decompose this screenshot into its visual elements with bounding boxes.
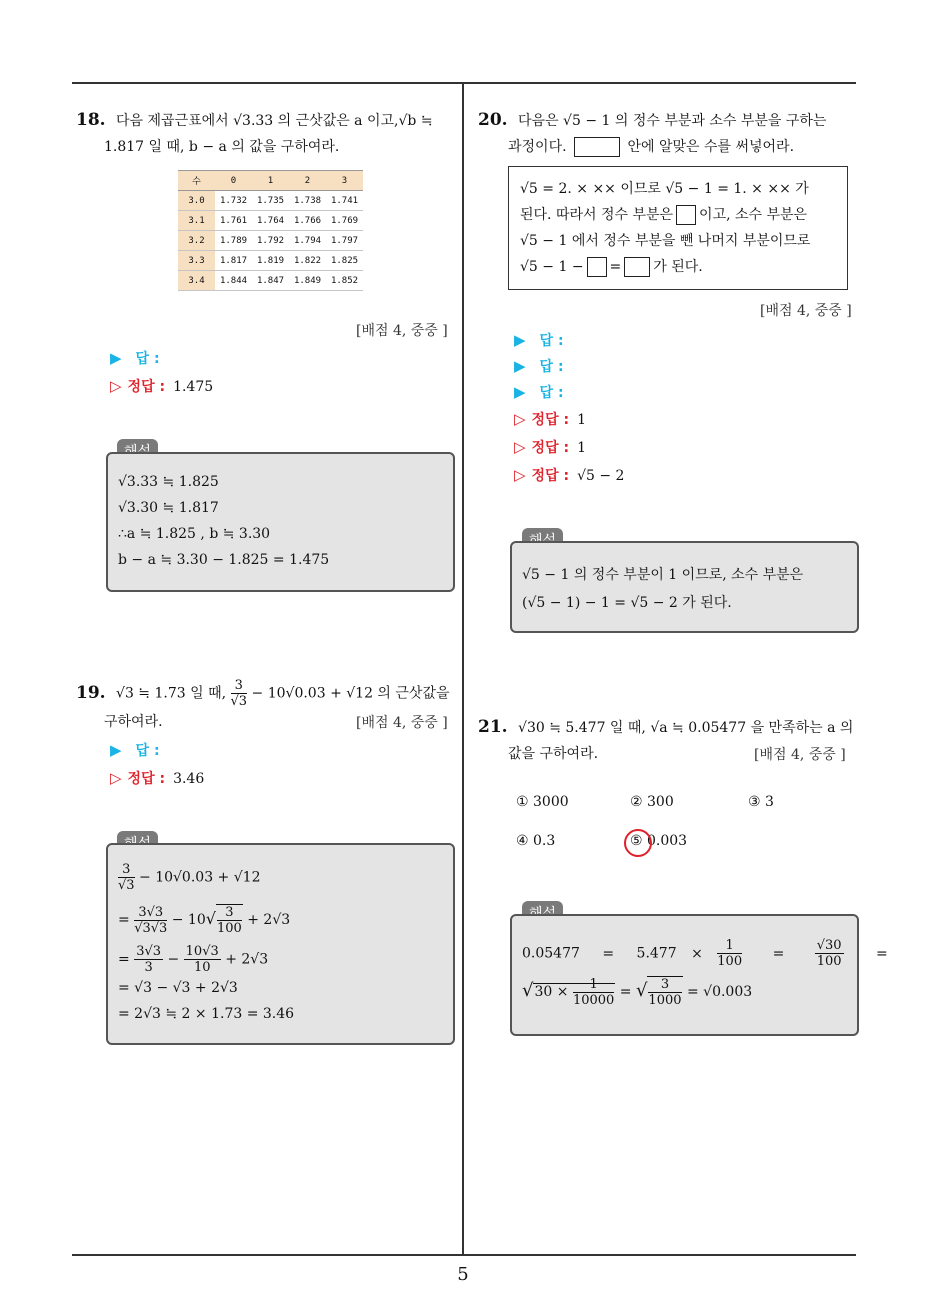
question-text-line1: 다음은 √5 − 1 의 정수 부분과 소수 부분을 구하는 (518, 113, 827, 129)
table-header-cell: 수 (178, 171, 215, 191)
solution-box (510, 914, 859, 1036)
fraction-numerator: 1 (573, 977, 614, 993)
table-cell: 1.797 (326, 231, 363, 251)
table-cell: 3.3 (178, 251, 215, 271)
points-label: [배점 4, 중중 ] (356, 323, 448, 339)
question-text-line1: √30 ≒ 5.477 일 때, √a ≒ 0.05477 을 만족하는 a 의 (518, 720, 854, 736)
table-cell: 3.4 (178, 271, 215, 291)
answer-row (514, 330, 564, 350)
fraction-denominator: 100 (816, 954, 842, 969)
question-number: 20. (478, 110, 508, 130)
solution-box (106, 452, 455, 592)
table-cell: 3.1 (178, 211, 215, 231)
fraction-numerator: 3√3 (134, 905, 167, 921)
correct-answer-row (514, 409, 586, 429)
table-cell: 1.741 (326, 191, 363, 211)
fraction-numerator: 3 (648, 977, 681, 993)
fraction-numerator: 3 (217, 905, 242, 921)
solution-line: = 2√3 ≒ 2 × 1.73 = 3.46 (118, 1006, 295, 1022)
question-text-a: √3 ≒ 1.73 일 때, (116, 685, 227, 702)
table-header-cell: 2 (289, 171, 326, 191)
equals-sign: = (602, 945, 615, 962)
table-cell: 1.735 (252, 191, 289, 211)
solution-line: b − a ≒ 3.30 − 1.825 = 1.475 (118, 552, 330, 568)
fraction-denominator: √3 (118, 878, 135, 893)
correct-value: √5 − 2 (577, 468, 625, 484)
bottom-rule (72, 1254, 856, 1256)
solution-text: − 10 (171, 912, 206, 928)
equals-sign: = (118, 951, 130, 968)
page-number: 5 (457, 1264, 469, 1285)
box-line (520, 204, 807, 225)
correct-label: 정답 : (127, 379, 166, 395)
points-label: [배점 4, 중중 ] (356, 715, 448, 731)
table-row (178, 251, 363, 271)
solution-box (510, 541, 859, 633)
table-cell: 1.847 (252, 271, 289, 291)
blank-box-icon (624, 257, 650, 277)
solution-line: (√5 − 1) − 1 = √5 − 2 가 된다. (522, 595, 732, 611)
box-text: 이고, 소수 부분은 (699, 207, 808, 223)
question-text: 안에 알맞은 수를 써넣어라. (627, 139, 795, 155)
fraction-denominator: 1000 (648, 993, 682, 1008)
question-18-line2: 1.817 일 때, b − a 의 값을 구하여라. (104, 139, 340, 155)
correct-triangle-icon: ▷ (110, 769, 122, 787)
answer-triangle-icon: ▶ (514, 357, 526, 375)
points-label: [배점 4, 중중 ] (754, 747, 846, 763)
box-text: 가 된다. (653, 259, 703, 275)
table-cell: 1.766 (289, 211, 326, 231)
table-cell: 1.761 (215, 211, 252, 231)
choice-3[interactable]: ③ 3 (748, 794, 774, 810)
correct-label: 정답 : (127, 771, 166, 787)
correct-label: 정답 : (531, 468, 570, 484)
solution-text: + 2√3 (225, 951, 269, 968)
answer-row (110, 740, 160, 760)
table-cell: 1.769 (326, 211, 363, 231)
correct-value: 3.46 (173, 771, 205, 787)
table-cell: 1.844 (215, 271, 252, 291)
question-text: 과정이다. (508, 139, 567, 155)
question-19-line2: 구하여라. (104, 714, 163, 730)
choice-5[interactable]: ⑤ 0.003 (630, 833, 688, 849)
solution-text: − 10√0.03 + √12 (139, 869, 261, 886)
fraction-numerator: 3√3 (136, 944, 162, 959)
correct-label: 정답 : (531, 440, 570, 456)
column-divider (462, 83, 464, 1255)
correct-triangle-icon: ▷ (514, 438, 526, 456)
question-number: 19. (76, 682, 106, 703)
fraction-denominator: 100 (216, 921, 242, 936)
correct-triangle-icon: ▷ (110, 377, 122, 395)
table-cell: 1.852 (326, 271, 363, 291)
points-label: [배점 4, 중중 ] (760, 303, 852, 319)
box-text: √5 − 1 − (520, 259, 584, 275)
correct-answer-row (514, 437, 586, 457)
question-21-line2: 값을 구하여라. (508, 746, 599, 762)
correct-answer-row (514, 465, 624, 485)
question-18 (76, 106, 433, 135)
solution-line: √3.33 ≒ 1.825 (118, 474, 219, 490)
question-text-b: − 10√0.03 + √12 의 근삿값을 (251, 685, 450, 702)
answer-row (110, 348, 160, 368)
table-cell: 3.0 (178, 191, 215, 211)
solution-line: √3.30 ≒ 1.817 (118, 500, 219, 516)
question-number: 18. (76, 110, 106, 130)
correct-answer-row (110, 376, 213, 396)
question-21 (478, 713, 853, 742)
solution-line (118, 944, 268, 975)
blank-box-icon (676, 205, 696, 225)
equals-sign: = (118, 912, 130, 928)
fraction-denominator: 10000 (572, 992, 615, 1008)
solution-text: 0.05477 (522, 945, 580, 962)
table-cell: 1.792 (252, 231, 289, 251)
answer-triangle-icon: ▶ (110, 741, 122, 759)
fraction-denominator: 100 (717, 954, 743, 969)
fraction-denominator: √3√3 (134, 920, 168, 936)
fraction-numerator: 3 (118, 862, 135, 878)
table-row (178, 231, 363, 251)
square-root-table (178, 170, 363, 291)
question-20 (478, 106, 826, 135)
table-row (178, 191, 363, 211)
table-cell: 1.822 (289, 251, 326, 271)
equals-sign: = (772, 945, 785, 962)
question-19 (76, 678, 450, 709)
table-cell: 1.849 (289, 271, 326, 291)
solution-text: − (167, 951, 180, 968)
table-cell: 1.794 (289, 231, 326, 251)
answer-label: 답 : (539, 359, 564, 375)
table-cell: 1.764 (252, 211, 289, 231)
answer-triangle-icon: ▶ (110, 349, 122, 367)
table-row (178, 271, 363, 291)
table-row (178, 211, 363, 231)
box-text: 된다. 따라서 정수 부분은 (520, 207, 674, 223)
table-header-cell: 1 (252, 171, 289, 191)
selected-circle-icon (624, 829, 652, 857)
table-cell: 3.2 (178, 231, 215, 251)
table-header-cell: 3 (326, 171, 363, 191)
answer-label: 답 : (539, 385, 564, 401)
blank-box-icon (587, 257, 607, 277)
fraction-denominator: √3 (230, 694, 248, 709)
answer-triangle-icon: ▶ (514, 383, 526, 401)
question-number: 21. (478, 717, 508, 737)
answer-row (514, 356, 564, 376)
table-cell: 1.789 (215, 231, 252, 251)
solution-line: √5 − 1 의 정수 부분이 1 이므로, 소수 부분은 (522, 567, 804, 583)
table-cell: 1.819 (252, 251, 289, 271)
correct-label: 정답 : (531, 412, 570, 428)
solution-text: + 2√3 (247, 912, 291, 928)
solution-line (522, 938, 888, 969)
blank-box-icon (574, 137, 620, 157)
fraction-numerator: 3 (231, 678, 248, 694)
solution-line: ∴a ≒ 1.825 , b ≒ 3.30 (118, 526, 271, 542)
fraction-denominator: 10 (193, 960, 211, 975)
table-cell: 1.817 (215, 251, 252, 271)
answer-label: 답 : (135, 743, 160, 759)
correct-triangle-icon: ▷ (514, 466, 526, 484)
answer-row (514, 382, 564, 402)
correct-value: 1.475 (173, 379, 214, 395)
box-line: √5 − 1 에서 정수 부분을 뺀 나머지 부분이므로 (520, 233, 811, 249)
solution-text: 5.477 (636, 945, 677, 962)
table-cell: 1.738 (289, 191, 326, 211)
question-20-line2 (508, 133, 794, 161)
solution-text: = √0.003 (686, 984, 753, 1000)
solution-line (118, 862, 260, 893)
table-header-row (178, 171, 363, 191)
table-cell: 1.732 (215, 191, 252, 211)
correct-triangle-icon: ▷ (514, 410, 526, 428)
answer-label: 답 : (539, 333, 564, 349)
fraction-numerator: 10√3 (185, 944, 219, 959)
choice-4[interactable]: ④ 0.3 (516, 833, 556, 849)
fraction-denominator: 3 (144, 960, 153, 975)
times-sign: × (691, 945, 703, 962)
answer-label: 답 : (135, 351, 160, 367)
box-line: √5 = 2. × ×× 이므로 √5 − 1 = 1. × ×× 가 (520, 181, 809, 197)
solution-line: √30 × $\frac{1}{10000}$ = √ $\frac{3}{1000}$ = √0.003 (522, 976, 753, 1008)
fraction-numerator: √30 (816, 938, 842, 953)
correct-value: 1 (577, 412, 586, 428)
fraction (231, 678, 248, 709)
correct-answer-row (110, 768, 204, 788)
equals-sign: = (876, 945, 888, 962)
fraction-numerator: 1 (717, 938, 742, 954)
box-text: = (609, 259, 622, 275)
choice-1[interactable]: ① 3000 (516, 794, 569, 810)
top-rule (72, 82, 856, 84)
choice-2[interactable]: ② 300 (630, 794, 674, 810)
solution-line: = $\frac{3√3}{√3√3}$ − 10√ $\frac{3}{100}$ + 2√3 (118, 904, 291, 936)
equals-sign: = (619, 984, 632, 1000)
correct-value: 1 (577, 440, 586, 456)
answer-triangle-icon: ▶ (514, 331, 526, 349)
table-header-cell: 0 (215, 171, 252, 191)
solution-text: 30 × (534, 984, 569, 1000)
box-line (520, 256, 703, 277)
table-cell: 1.825 (326, 251, 363, 271)
solution-line: = √3 − √3 + 2√3 (118, 980, 238, 996)
question-text-line1: 다음 제곱근표에서 √3.33 의 근삿값은 a 이고,√b ≒ (116, 113, 433, 129)
